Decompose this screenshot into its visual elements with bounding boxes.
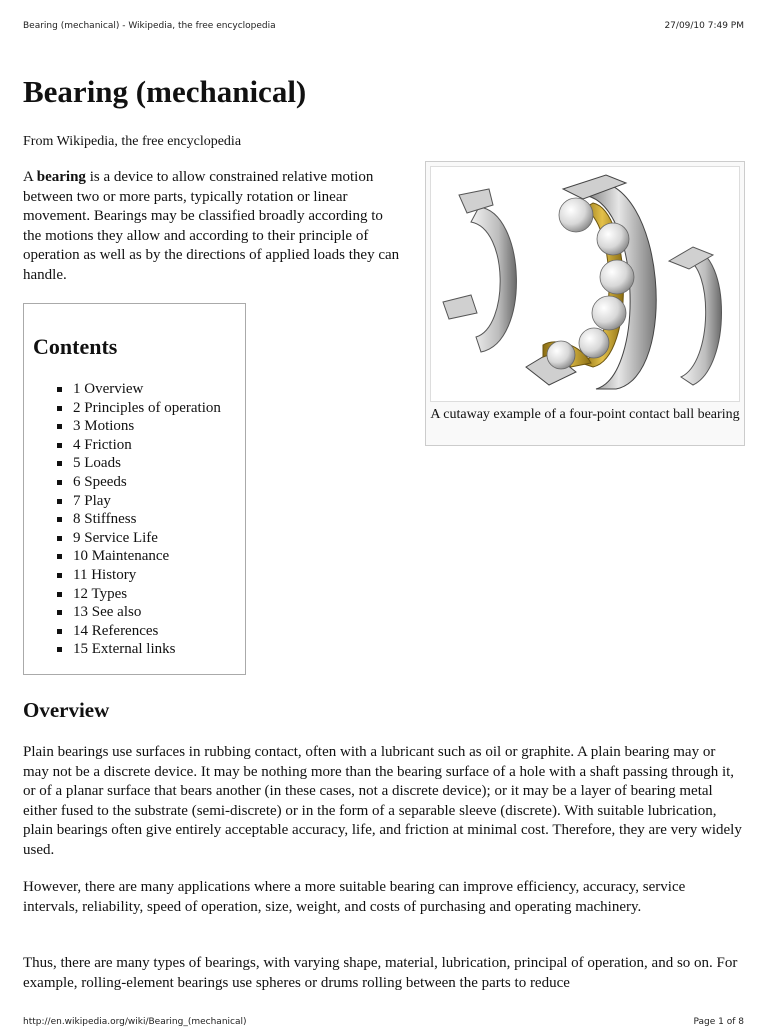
ball-1 xyxy=(559,198,593,232)
overview-paragraph-1: Plain bearings use surfaces in rubbing contact, often with a lubricant such as oil or graphite. A plain bearing may or may not be a discrete device. It may be nothing more than the bearing surface of a hole with a shaft passing through it, or of a planar surface that bears another (in these cases, not a discrete device); or it may be a layer of bearing metal either fused to the substrate (semi-discrete) or in the form of a separable sleeve (discrete). With suitable lubrication, plain bearings often give entirely acceptable accuracy, life, and friction at minimal cost. Therefore, they are very widely used. xyxy=(23,744,742,858)
toc-item-history[interactable]: 11 History xyxy=(57,566,221,585)
toc-item-see-also[interactable]: 13 See also xyxy=(57,603,221,622)
ball-6 xyxy=(547,341,575,369)
toc-item-overview[interactable]: 1 Overview xyxy=(57,380,221,399)
toc-item-maintenance[interactable]: 10 Maintenance xyxy=(57,547,221,566)
toc-item-friction[interactable]: 4 Friction xyxy=(57,436,221,455)
bearing-image[interactable] xyxy=(430,166,740,402)
toc-item-service-life[interactable]: 9 Service Life xyxy=(57,529,221,548)
toc-item-principles[interactable]: 2 Principles of operation xyxy=(57,399,221,418)
overview-heading: Overview xyxy=(23,698,110,722)
intro-rest: is a device to allow constrained relative motion between two or more parts, typically rotation or linear movement. Bearings may be classified broadly according to the motions they allow and according to their principle of operation as well as by the directions of applied loads they can handle. xyxy=(23,169,400,283)
ball-2 xyxy=(597,223,629,255)
toc-item-speeds[interactable]: 6 Speeds xyxy=(57,473,221,492)
ball-5 xyxy=(579,328,609,358)
ball-3 xyxy=(600,260,634,294)
right-ring-half xyxy=(669,247,722,385)
figure-box xyxy=(425,161,745,446)
toc-item-external-links[interactable]: 15 External links xyxy=(57,640,221,659)
toc-item-types[interactable]: 12 Types xyxy=(57,585,221,604)
toc-item-references[interactable]: 14 References xyxy=(57,622,221,641)
center-bearing xyxy=(526,175,656,389)
bearing-cutaway-illustration xyxy=(431,167,739,401)
print-header-timestamp: 27/09/10 7:49 PM xyxy=(664,21,744,31)
intro-prefix: A xyxy=(23,169,37,185)
tagline: From Wikipedia, the free encyclopedia xyxy=(23,134,242,149)
left-ring-half xyxy=(443,189,516,352)
overview-paragraph-3: Thus, there are many types of bearings, with varying shape, material, lubrication, principal of operation, and so on. For example, rolling-element bearings use spheres or drums rolling between the parts to reduce xyxy=(23,955,738,991)
table-of-contents xyxy=(23,303,246,675)
print-header-title: Bearing (mechanical) - Wikipedia, the free encyclopedia xyxy=(23,21,276,31)
page-title: Bearing (mechanical) xyxy=(23,74,307,109)
toc-item-stiffness[interactable]: 8 Stiffness xyxy=(57,510,221,529)
overview-paragraph-2: However, there are many applications where a more suitable bearing can improve efficiency, accuracy, service intervals, reliability, speed of operation, size, weight, and costs of purchasing and operating machinery. xyxy=(23,879,686,915)
intro-paragraph xyxy=(23,168,401,285)
print-footer-page-number: Page 1 of 8 xyxy=(693,1017,744,1027)
toc-item-play[interactable]: 7 Play xyxy=(57,492,221,511)
intro-bold-term[interactable]: bearing xyxy=(36,169,86,185)
figure-caption: A cutaway example of a four-point contact ball bearing xyxy=(430,407,740,422)
toc-item-motions[interactable]: 3 Motions xyxy=(57,417,221,436)
toc-list xyxy=(57,380,221,659)
print-footer-url: http://en.wikipedia.org/wiki/Bearing_(mechanical) xyxy=(23,1017,247,1027)
toc-item-loads[interactable]: 5 Loads xyxy=(57,454,221,473)
toc-title: Contents xyxy=(33,334,118,359)
ball-4 xyxy=(592,296,626,330)
